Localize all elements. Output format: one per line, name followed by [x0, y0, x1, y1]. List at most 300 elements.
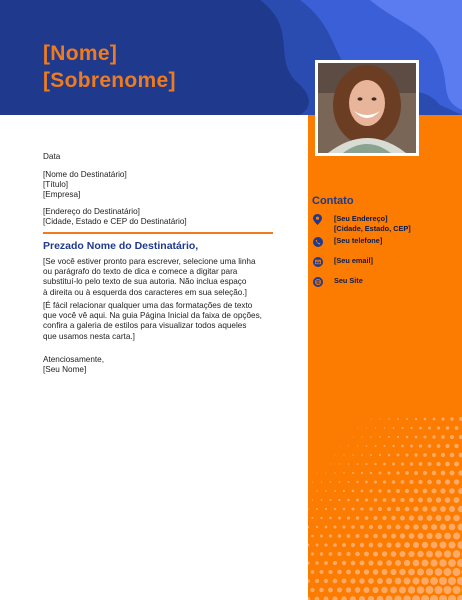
halftone-dot	[423, 489, 428, 494]
recipient-city: [Cidade, Estado e CEP do Destinatário]	[43, 217, 187, 227]
halftone-dot	[308, 490, 309, 491]
halftone-dot	[395, 542, 401, 548]
halftone-dot	[454, 479, 459, 484]
halftone-dot	[311, 552, 314, 555]
closing: Atenciosamente,	[43, 355, 104, 364]
halftone-dot	[369, 507, 373, 511]
halftone-dot	[395, 560, 401, 566]
halftone-dot	[338, 552, 342, 556]
halftone-dot	[448, 595, 456, 600]
halftone-dot	[435, 586, 443, 594]
halftone-dot	[441, 417, 444, 420]
halftone-dot	[436, 497, 441, 502]
halftone-dot	[343, 454, 344, 455]
halftone-dot	[391, 551, 397, 557]
contact-sidebar	[308, 115, 462, 600]
recipient-title: [Título]	[43, 180, 69, 190]
halftone-dot	[413, 542, 419, 548]
halftone-dot	[334, 508, 336, 510]
halftone-dot	[427, 497, 432, 502]
halftone-dot	[400, 516, 405, 521]
halftone-dot	[339, 481, 341, 483]
halftone-dot	[365, 481, 368, 484]
contact-address	[312, 214, 411, 233]
halftone-dot	[393, 427, 395, 429]
halftone-dot	[428, 444, 432, 448]
halftone-dot	[392, 480, 396, 484]
halftone-dot	[430, 559, 437, 566]
halftone-dot	[427, 462, 431, 466]
halftone-dot	[357, 463, 359, 465]
halftone-dot	[347, 516, 350, 519]
halftone-dot	[348, 463, 350, 465]
halftone-dot	[439, 559, 446, 566]
halftone-dot	[328, 588, 333, 593]
halftone-dot	[409, 515, 414, 520]
halftone-dot	[431, 524, 437, 530]
halftone-dot	[334, 472, 335, 473]
halftone-dot	[426, 551, 433, 558]
paragraph-line: [É fácil relacionar qualquer uma das formatações de texto	[43, 301, 253, 310]
halftone-dot	[435, 550, 442, 557]
halftone-dot	[378, 507, 382, 511]
halftone-dot	[341, 596, 347, 600]
halftone-dot	[432, 453, 436, 457]
halftone-dot	[405, 507, 410, 512]
halftone-dot	[436, 515, 442, 521]
halftone-dot	[399, 586, 406, 593]
contact-email	[312, 256, 373, 267]
halftone-dot	[457, 559, 462, 567]
halftone-dot	[390, 587, 397, 594]
halftone-dot	[321, 499, 323, 501]
halftone-dot	[339, 463, 340, 464]
halftone-dot	[325, 472, 326, 473]
halftone-dot	[387, 471, 390, 474]
halftone-dot	[388, 436, 390, 438]
halftone-dot	[351, 507, 354, 510]
halftone-dot	[432, 471, 436, 475]
halftone-dot	[342, 579, 347, 584]
halftone-dot	[316, 490, 317, 491]
halftone-dot	[382, 569, 388, 575]
halftone-dot	[308, 561, 310, 564]
halftone-dot	[391, 516, 396, 521]
paragraph-line: que usamos nesta carta.]	[43, 331, 135, 341]
halftone-dot	[404, 578, 411, 585]
halftone-dot	[453, 568, 461, 576]
halftone-dot	[360, 561, 365, 566]
halftone-dot	[333, 525, 336, 528]
halftone-dot	[454, 444, 458, 448]
halftone-dot	[435, 568, 443, 576]
halftone-dot	[435, 533, 442, 540]
halftone-dot	[338, 534, 341, 537]
halftone-dot	[330, 481, 332, 483]
halftone-dot	[355, 552, 360, 557]
halftone-dot	[404, 524, 409, 529]
halftone-dot	[426, 586, 434, 594]
halftone-dot	[316, 526, 318, 528]
halftone-dot	[409, 498, 414, 503]
halftone-dot	[338, 517, 341, 520]
halftone-dot	[458, 488, 462, 494]
globe-icon	[312, 276, 323, 287]
halftone-dot	[355, 569, 360, 574]
halftone-dot	[419, 462, 423, 466]
halftone-dot	[408, 586, 415, 593]
halftone-dot	[418, 498, 423, 503]
halftone-dot	[414, 489, 418, 493]
halftone-dot	[449, 470, 454, 475]
halftone-dot	[372, 587, 378, 593]
halftone-dot	[395, 578, 402, 585]
halftone-dot	[369, 525, 373, 529]
paragraph-2	[43, 301, 262, 342]
halftone-dot	[368, 596, 374, 600]
contact-website	[312, 276, 363, 287]
halftone-dot	[415, 418, 417, 420]
halftone-dot	[448, 577, 456, 585]
halftone-dot	[319, 588, 324, 593]
halftone-dot	[360, 525, 364, 529]
contact-title: Contato	[312, 195, 354, 207]
halftone-dot	[311, 517, 313, 519]
halftone-dot	[386, 560, 392, 566]
halftone-dot	[399, 569, 406, 576]
halftone-dot	[439, 577, 447, 585]
halftone-dot	[350, 578, 355, 583]
halftone-dot	[414, 471, 418, 475]
halftone-dot	[356, 534, 360, 538]
halftone-dot	[346, 552, 350, 556]
address-line-2: [Cidade, Estado, CEP]	[334, 223, 411, 233]
halftone-dot	[427, 515, 433, 521]
halftone-dot	[364, 569, 369, 574]
halftone-dot	[364, 587, 370, 593]
halftone-dot	[333, 579, 338, 584]
halftone-dot	[329, 552, 333, 556]
email-text: [Seu email]	[334, 256, 373, 265]
phone-icon	[312, 236, 323, 247]
halftone-dot	[449, 506, 455, 512]
halftone-dot	[404, 560, 410, 566]
halftone-dot	[343, 472, 345, 474]
halftone-dot	[346, 587, 351, 592]
halftone-dot	[329, 534, 332, 537]
halftone-dot	[450, 435, 454, 439]
halftone-dot	[396, 471, 399, 474]
halftone-dot	[381, 587, 387, 593]
halftone-dot	[445, 444, 449, 448]
halftone-dot	[320, 570, 324, 574]
halftone-dot	[351, 543, 355, 547]
halftone-dot	[423, 435, 426, 438]
halftone-dot	[422, 524, 428, 530]
halftone-dot	[325, 490, 327, 492]
halftone-dot	[320, 517, 322, 519]
halftone-dot	[436, 480, 441, 485]
recipient-name: [Nome do Destinatário]	[43, 170, 127, 179]
halftone-dot	[338, 499, 340, 501]
halftone-dot	[316, 508, 318, 510]
halftone-dot	[445, 479, 450, 484]
halftone-dot	[450, 453, 455, 458]
halftone-dot	[440, 506, 446, 512]
halftone-dot	[455, 426, 459, 430]
halftone-dot	[379, 418, 380, 419]
halftone-dot	[428, 427, 431, 430]
halftone-dot	[320, 552, 323, 555]
halftone-dot	[350, 596, 356, 600]
halftone-dot	[401, 462, 404, 465]
halftone-dot	[386, 542, 391, 547]
phone-text: [Seu telefone]	[334, 236, 383, 245]
halftone-dot	[406, 436, 409, 439]
halftone-dot	[427, 480, 432, 485]
halftone-dot	[392, 463, 395, 466]
halftone-dot	[373, 516, 377, 520]
halftone-dot	[360, 543, 364, 547]
location-pin-icon	[312, 214, 323, 225]
halftone-dot	[387, 489, 391, 493]
halftone-dot	[361, 436, 362, 437]
halftone-dot	[356, 499, 359, 502]
signature: [Seu Nome]	[43, 365, 87, 375]
halftone-dot	[377, 578, 383, 584]
halftone-dot	[343, 490, 345, 492]
halftone-dot	[421, 595, 429, 600]
halftone-dot	[448, 541, 455, 548]
halftone-dot	[445, 497, 451, 503]
halftone-dot	[346, 570, 351, 575]
halftone-dot	[315, 579, 319, 583]
halftone-dot	[383, 498, 387, 502]
halftone-dot	[409, 533, 415, 539]
halftone-dot	[342, 543, 346, 547]
profile-photo	[315, 60, 419, 156]
halftone-dot	[440, 542, 447, 549]
halftone-dot	[379, 454, 381, 456]
halftone-dot	[351, 525, 355, 529]
halftone-dot	[418, 480, 422, 484]
halftone-dot	[412, 595, 420, 600]
halftone-dot	[375, 445, 377, 447]
halftone-dot	[374, 463, 376, 465]
halftone-dot	[426, 533, 432, 539]
halftone-dot	[356, 481, 358, 483]
halftone-dot	[441, 453, 445, 457]
halftone-dot	[377, 560, 383, 566]
halftone-dot	[365, 498, 368, 501]
halftone-dot	[453, 586, 461, 594]
halftone-dot	[317, 473, 318, 474]
halftone-dot	[453, 550, 461, 558]
halftone-dot	[352, 490, 355, 493]
halftone-dot	[324, 597, 329, 600]
recipient-company: [Empresa]	[43, 190, 81, 200]
recipient-address: [Endereço do Destinatário]	[43, 207, 140, 216]
halftone-dot	[454, 497, 460, 503]
halftone-dot	[410, 427, 412, 429]
halftone-dot	[444, 515, 450, 521]
halftone-dot	[387, 507, 391, 511]
halftone-dot	[355, 587, 361, 593]
halftone-dot	[444, 586, 452, 594]
halftone-dot	[412, 577, 419, 584]
halftone-dot	[437, 426, 440, 429]
halftone-dot	[368, 560, 373, 565]
halftone-dot	[458, 470, 462, 475]
halftone-dot	[422, 560, 429, 567]
halftone-dot	[347, 499, 350, 502]
halftone-dot	[446, 426, 450, 430]
halftone-dot	[312, 499, 314, 501]
halftone-dot	[391, 533, 396, 538]
halftone-dot	[343, 508, 346, 511]
halftone-dot	[388, 418, 389, 419]
applicant-name	[43, 40, 176, 94]
halftone-dot	[431, 506, 437, 512]
halftone-dot	[450, 417, 453, 420]
halftone-dot	[357, 445, 358, 446]
halftone-dot	[357, 428, 358, 429]
halftone-dot	[371, 419, 372, 420]
halftone-dot	[391, 498, 395, 502]
halftone-dot	[421, 577, 428, 584]
halftone-dot	[454, 462, 459, 467]
halftone-dot	[396, 489, 400, 493]
halftone-dot	[347, 534, 351, 538]
date-text: Data	[43, 152, 61, 161]
halftone-dot	[375, 427, 376, 428]
halftone-dot	[324, 579, 328, 583]
halftone-dot	[417, 551, 424, 558]
halftone-dot	[396, 525, 401, 530]
halftone-dot	[437, 444, 441, 448]
halftone-dot	[449, 524, 456, 531]
paragraph-line: substituí-lo pelo texto de sua autoria. Não inclua espaço	[43, 277, 247, 287]
halftone-dot	[388, 454, 391, 457]
halftone-dot	[378, 543, 383, 548]
halftone-dot	[325, 508, 327, 510]
last-name: [Sobrenome]	[43, 69, 176, 92]
contact-phone	[312, 236, 382, 247]
paragraph-line: confira a galeria de estilos para visualizar todos aqueles	[43, 321, 247, 331]
halftone-dot	[413, 524, 419, 530]
halftone-dot	[369, 489, 372, 492]
halftone-dot	[453, 515, 460, 522]
halftone-dot	[403, 595, 410, 600]
halftone-dot	[353, 437, 354, 438]
halftone-dot	[383, 445, 385, 447]
halftone-dot	[400, 551, 406, 557]
halftone-dot	[430, 595, 438, 600]
halftone-dot	[337, 587, 342, 592]
portrait-image	[318, 63, 416, 153]
halftone-dot	[419, 444, 422, 447]
halftone-dot	[440, 488, 445, 493]
halftone-dot	[392, 445, 394, 447]
halftone-dot	[423, 471, 427, 475]
halftone-dot	[369, 543, 374, 548]
halftone-dot	[359, 578, 365, 584]
halftone-dot	[424, 418, 427, 421]
halftone-dot	[321, 481, 322, 482]
halftone-dot	[310, 588, 314, 592]
halftone-dot	[431, 488, 436, 493]
halftone-dot	[368, 578, 374, 584]
halftone-dot	[458, 506, 462, 512]
halftone-dot	[377, 596, 384, 600]
halftone-dot	[332, 596, 337, 600]
halftone-dot	[382, 516, 386, 520]
halftone-dot	[422, 506, 427, 511]
halftone-dot	[308, 508, 309, 510]
halftone-dot	[394, 595, 401, 600]
halftone-dot	[360, 507, 363, 510]
halftone-dot	[406, 418, 408, 420]
halftone-dot	[308, 579, 310, 583]
halftone-dot	[384, 427, 386, 429]
halftone-dot	[374, 498, 377, 501]
halftone-dot	[413, 560, 420, 567]
halftone-dot	[410, 445, 413, 448]
halftone-dot	[459, 453, 462, 458]
halftone-dot	[352, 454, 353, 455]
halftone-dot	[449, 488, 455, 494]
halftone-dot	[432, 435, 435, 438]
halftone-dot	[333, 543, 337, 547]
halftone-dot	[337, 570, 342, 575]
halftone-dot	[382, 534, 387, 539]
halftone-dot	[324, 543, 327, 546]
divider-line	[43, 232, 273, 234]
halftone-dot	[409, 480, 413, 484]
halftone-dot	[352, 472, 354, 474]
halftone-dot	[378, 525, 382, 529]
email-icon	[312, 256, 323, 267]
halftone-dot	[396, 507, 400, 511]
halftone-dot	[333, 561, 337, 565]
halftone-dot	[366, 445, 368, 447]
halftone-dot	[335, 455, 336, 456]
halftone-dot	[365, 516, 369, 520]
halftone-dot	[422, 542, 428, 548]
halftone-dot	[405, 453, 408, 456]
halftone-dot	[315, 543, 318, 546]
halftone-dot	[430, 577, 438, 585]
recipient-block	[43, 170, 127, 201]
closing-block	[43, 355, 104, 375]
halftone-dots-decoration	[308, 415, 462, 600]
salutation: Prezado Nome do Destinatário,	[43, 240, 199, 252]
halftone-dot	[433, 418, 436, 421]
halftone-dot	[312, 482, 313, 483]
halftone-dot	[397, 454, 400, 457]
halftone-dot	[324, 561, 328, 565]
halftone-dot	[415, 436, 418, 439]
halftone-dot	[386, 578, 392, 584]
halftone-dot	[374, 481, 377, 484]
halftone-dot	[387, 525, 392, 530]
halftone-dot	[400, 498, 404, 502]
halftone-dot	[315, 561, 319, 565]
halftone-dot	[379, 472, 382, 475]
halftone-dot	[453, 532, 460, 539]
halftone-dot	[441, 471, 446, 476]
halftone-dot	[413, 506, 418, 511]
